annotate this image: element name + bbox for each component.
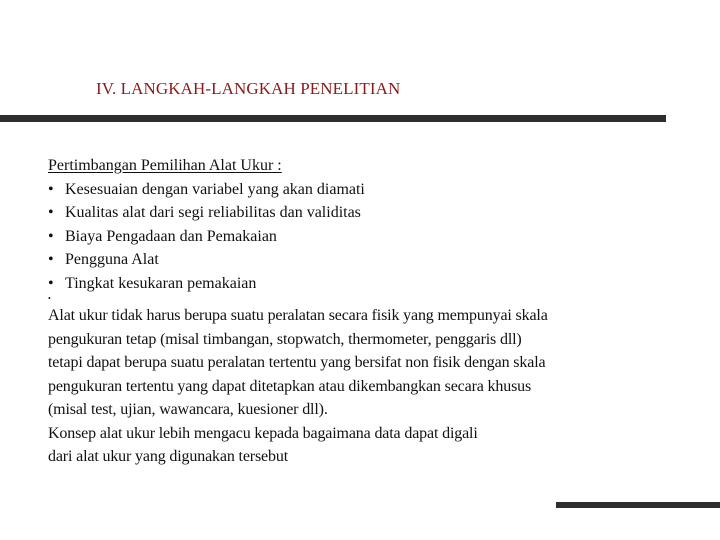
slide-content [48,154,698,469]
bullet-icon: • [48,180,54,198]
bullet-item [48,225,698,249]
bullet-text: Tingkat kesukaran pemakaian [65,274,257,292]
bullet-text: Biaya Pengadaan dan Pemakaian [65,227,277,245]
paragraph-line: dari alat ukur yang digunakan tersebut [48,448,288,465]
paragraph-line: Konsep alat ukur lebih mengacu kepada bagaimana data dapat digali [48,424,478,442]
paragraph-line: tetapi dapat berupa suatu peralatan tertentu yang bersifat non fisik dengan skala [48,354,546,371]
paragraph-line: Alat ukur tidak harus berupa suatu peralatan secara fisik yang mempunyai skala [48,307,548,324]
slide-title: IV. LANGKAH-LANGKAH PENELITIAN [96,79,401,98]
body-paragraph [48,304,698,469]
bullet-icon: • [48,251,54,268]
footer-accent-bar [556,502,720,508]
bullet-list [48,178,698,296]
bullet-icon: • [48,204,54,221]
small-bullet-icon: • [48,294,51,303]
bullet-item [48,248,698,272]
bullet-item [48,178,698,202]
section-heading: Pertimbangan Pemilihan Alat Ukur : [48,157,282,174]
bullet-text: Pengguna Alat [65,251,159,268]
bullet-icon: • [48,274,54,292]
title-divider [0,115,666,122]
bullet-text: Kualitas alat dari segi reliabilitas dan validitas [65,204,361,221]
paragraph-line: (misal test, ujian, wawancara, kuesioner dll). [48,401,328,418]
paragraph-line: pengukuran tertentu yang dapat ditetapkan atau dikembangkan secara khusus [48,377,532,395]
paragraph-line: pengukuran tetap (misal timbangan, stopwatch, thermometer, penggaris dll) [48,330,522,348]
bullet-item [48,201,698,225]
empty-bullet [48,295,698,304]
bullet-icon: • [48,227,54,245]
bullet-text: Kesesuaian dengan variabel yang akan diamati [65,180,365,198]
bullet-item [48,272,698,296]
